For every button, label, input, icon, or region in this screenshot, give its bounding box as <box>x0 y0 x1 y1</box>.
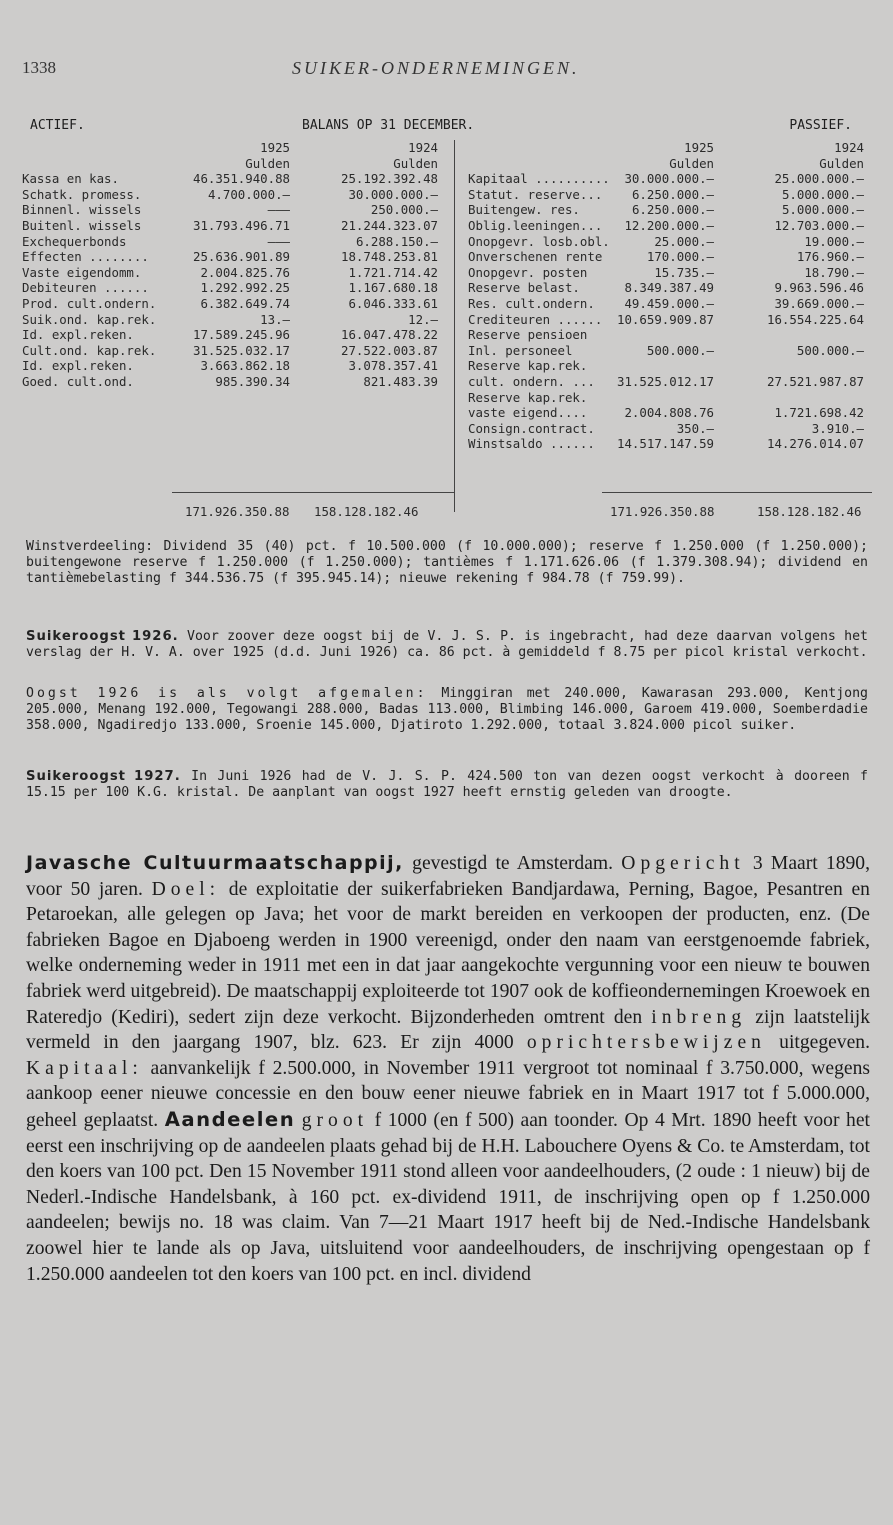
groot-label: groot <box>301 1109 369 1131</box>
page-number: 1338 <box>22 58 56 77</box>
oprichters-text: uitgegeven. <box>779 1032 871 1054</box>
asset-1925: 985.390.34 <box>215 373 290 389</box>
total-assets-1924: 158.128.182.46 <box>314 504 419 519</box>
liability-row <box>444 234 872 250</box>
liability-label: Res. cult.ondern. <box>468 295 595 311</box>
liability-1925: 350.— <box>676 420 714 436</box>
asset-label: Kassa en kas. <box>22 171 119 187</box>
asset-label: Debiteuren ...... <box>22 280 149 296</box>
liability-label: Kapitaal .......... <box>468 171 610 187</box>
liability-1924: 18.790.— <box>804 264 864 280</box>
kapitaal-text: aanvankelijk f 2.500.000, in November 1911 vergroot tot nominaal f 3.750.000, wegens aankoop eener nieuwe concessie en den bouw eener nieuwe fabriek en in Maart 1917 tot f 5.000.000, geheel geplaatst. <box>26 1057 870 1131</box>
oogst-1927-paragraph <box>26 769 868 801</box>
aandeelen-label: Aandeelen <box>164 1107 296 1131</box>
liability-1925: 8.349.387.49 <box>624 280 714 296</box>
asset-1925: 3.663.862.18 <box>200 358 290 374</box>
asset-1924: 18.748.253.81 <box>341 249 438 265</box>
liability-row <box>444 280 872 296</box>
oogst-1927-title: Suikeroogst 1927. <box>26 769 181 784</box>
asset-1925: 46.351.940.88 <box>193 171 290 187</box>
liability-row <box>444 140 872 156</box>
liability-row <box>444 156 872 172</box>
asset-row <box>22 249 452 265</box>
oogst-1926-text: Voor zoover deze oogst bij de V. J. S. P. is ingebracht, had deze daarvan volgens het verslag der H. V. A. over 1925 (d.d. Juni 1926) ca. 86 pct. à gemiddeld f 8.75 per picol kristal verkocht. <box>26 629 868 660</box>
asset-label: Schatk. promess. <box>22 186 142 202</box>
liability-row <box>444 421 872 437</box>
aandeelen-text: f 1000 (en f 500) aan toonder. Op 4 Mrt. 1890 heeft voor het eerst een inschrijving op de aandeelen plaats gehad bij de H.H. Labouchere Oyens & Co. te Amsterdam, tot den koers van 100 pct. Den 15 November 1911 stond alleen voor aandeelhouders, (2 oude : 1 nieuw) bij de Nederl.-Indische Handelsbank, à 160 pct. ex-dividend 1911, de inschrijving open op f 1.250.000 aandeelen; bewijs no. 18 was claim. Van 7—21 Maart 1917 heeft bij de Ned.-Indische Handelsbank zoowel hier te lande als op Java, uitsluitend voor aandeelhouders, de inschrijving opengestaan op f 1.250.000 aandeelen tot den koers van 100 pct. en incl. dividend <box>26 1109 870 1285</box>
asset-1924: 27.522.003.87 <box>341 342 438 358</box>
asset-1925: 1925 <box>260 140 290 155</box>
liability-1924: 16.554.225.64 <box>767 311 864 327</box>
asset-row <box>22 296 452 312</box>
liability-1925: 1925 <box>684 140 714 155</box>
asset-1924: 30.000.000.— <box>348 186 438 202</box>
asset-1924: 25.192.392.48 <box>341 171 438 187</box>
liability-row <box>444 343 872 359</box>
inbreng-text: zijn laatstelijk vermeld in den jaargang 1907, blz. 623. Er zijn 4000 <box>26 1006 870 1054</box>
asset-1925: ——— <box>267 202 290 218</box>
oogst-detail-paragraph <box>26 686 868 733</box>
liability-1924: 39.669.000.— <box>774 295 864 311</box>
liability-1925: Gulden <box>669 155 714 171</box>
liability-1924: 176.960.— <box>796 249 864 265</box>
liability-row <box>444 202 872 218</box>
asset-label: Prod. cult.ondern. <box>22 295 157 311</box>
liability-row <box>444 436 872 452</box>
liability-label: Buitengew. res. <box>468 202 580 218</box>
asset-row <box>22 358 452 374</box>
asset-1925: Gulden <box>245 155 290 171</box>
asset-row <box>22 218 452 234</box>
total-assets-1925: 171.926.350.88 <box>185 504 290 519</box>
liability-1925: 30.000.000.— <box>624 171 714 187</box>
running-title: SUIKER-ONDERNEMINGEN. <box>292 58 580 78</box>
liability-1924: 19.000.— <box>804 233 864 249</box>
liability-label: vaste eigend.... <box>468 405 588 421</box>
opgericht-text: 3 Maart 1890, voor 50 jaren. <box>26 853 871 900</box>
company-seat: gevestigd te Amsterdam. <box>412 853 614 874</box>
liability-label: Reserve kap.rek. <box>468 358 588 374</box>
asset-row <box>22 327 452 343</box>
liability-1925: 2.004.808.76 <box>624 405 714 421</box>
liability-1925: 49.459.000.— <box>624 295 714 311</box>
total-liabilities-1925: 171.926.350.88 <box>610 504 715 519</box>
liability-1925: 14.517.147.59 <box>617 436 714 452</box>
asset-label: Id. expl.reken. <box>22 327 134 343</box>
asset-row <box>22 265 452 281</box>
liability-1925: 6.250.000.— <box>631 186 714 202</box>
liability-label: Onverschenen rente <box>468 249 603 265</box>
asset-1925: 17.589.245.96 <box>193 327 290 343</box>
winstverdeeling-paragraph: Winstverdeeling: Dividend 35 (40) pct. f 10.500.000 (f 10.000.000); reserve f 1.250.000 (f 1.250.000); buitengewone reserve f 1.250.000 (f 1.250.000); tantièmes f 1.171.626.06 (f 1.379.308.94); dividend en tantièmebelasting f 344.536.75 (f 395.945.14); nieuwe rekening f 984.78 (f 759.99). <box>26 539 868 586</box>
asset-1925: 6.382.649.74 <box>200 295 290 311</box>
oogst-1926-title: Suikeroogst 1926. <box>26 629 179 644</box>
asset-1924: Gulden <box>393 155 438 171</box>
asset-1924: 12.— <box>408 311 438 327</box>
liabilities-total-rule <box>602 492 872 493</box>
liability-row <box>444 358 872 374</box>
liability-1924: 500.000.— <box>796 342 864 358</box>
doel-label: Doel: <box>151 878 221 900</box>
asset-row <box>22 171 452 187</box>
asset-row <box>22 374 452 390</box>
asset-label: Binnenl. wissels <box>22 202 142 218</box>
liability-1925: 31.525.012.17 <box>617 373 714 389</box>
asset-1924: 6.288.150.— <box>355 233 438 249</box>
liability-label: cult. ondern. ... <box>468 373 595 389</box>
liability-1925: 170.000.— <box>646 249 714 265</box>
liability-1925: 12.200.000.— <box>624 217 714 233</box>
assets-column <box>22 140 452 390</box>
asset-label: Suik.ond. kap.rek. <box>22 311 157 327</box>
asset-1925: 31.525.032.17 <box>193 342 290 358</box>
balance-heading <box>30 118 860 140</box>
liability-label: Winstsaldo ...... <box>468 436 595 452</box>
asset-row <box>22 280 452 296</box>
liability-label: Crediteuren ...... <box>468 311 603 327</box>
liability-row <box>444 296 872 312</box>
asset-1924: 16.047.478.22 <box>341 327 438 343</box>
liability-row <box>444 265 872 281</box>
asset-1925: 13.— <box>260 311 290 327</box>
liability-row <box>444 390 872 406</box>
oogst-detail-lead: Oogst 1926 is als volgt afgemalen: <box>26 686 428 701</box>
liability-1925: 6.250.000.— <box>631 202 714 218</box>
asset-1925: 25.636.901.89 <box>193 249 290 265</box>
company-entry <box>26 851 870 1287</box>
actief-label: ACTIEF. <box>30 118 85 133</box>
asset-1925: ——— <box>267 233 290 249</box>
total-liabilities-1924: 158.128.182.46 <box>757 504 862 519</box>
liability-label: Reserve belast. <box>468 280 580 296</box>
liability-1925: 25.000.— <box>654 233 714 249</box>
liability-1924: 14.276.014.07 <box>767 436 864 452</box>
asset-row <box>22 156 452 172</box>
opgericht-label: Opgericht <box>621 853 745 874</box>
liability-1924: 1.721.698.42 <box>774 405 864 421</box>
doel-text: de exploitatie der suikerfabrieken Bandjardawa, Perning, Bagoe, Pesantren en Petaroekan, alle gelegen op Java; het voor de markt bereiden en verkoopen der producten, enz. (De fabrieken Bagoe en Djaboeng werden in 1900 vereenigd, onder den naam van eerstgenoemde fabriek, welke onderneming weder in 1911 met een in dat jaar aangekochte vergunning voor een nieuw te bouwen fabriek werd uitgebreid). De maatschappij exploiteerde tot 1907 ook de koffieondernemingen Kroewoek en Rateredjo (Kediri), sedert zijn deze verkocht. Bijzonderheden omtrent den <box>26 878 870 1028</box>
liability-row <box>444 312 872 328</box>
kapitaal-label: Kapitaal: <box>26 1057 143 1079</box>
liability-label: Consign.contract. <box>468 420 595 436</box>
liability-row <box>444 171 872 187</box>
oogst-1926-paragraph <box>26 629 868 661</box>
company-name: Javasche Cultuurmaatschappij, <box>26 852 404 874</box>
liability-1925: 15.735.— <box>654 264 714 280</box>
liability-row <box>444 218 872 234</box>
page-header <box>22 54 872 84</box>
asset-1924: 1.167.680.18 <box>348 280 438 296</box>
asset-row <box>22 312 452 328</box>
liabilities-column <box>444 140 872 452</box>
asset-label: Exchequerbonds <box>22 233 127 249</box>
balans-title: BALANS OP 31 DECEMBER. <box>302 118 475 133</box>
liability-label: Oblig.leeningen... <box>468 217 603 233</box>
liability-1924: 27.521.987.87 <box>767 373 864 389</box>
asset-label: Goed. cult.ond. <box>22 373 134 389</box>
asset-1924: 821.483.39 <box>363 373 438 389</box>
liability-label: Onopgevr. posten <box>468 264 588 280</box>
liability-1924: 12.703.000.— <box>774 217 864 233</box>
liability-row <box>444 249 872 265</box>
asset-row <box>22 234 452 250</box>
liability-1924: 5.000.000.— <box>781 202 864 218</box>
asset-1924: 6.046.333.61 <box>348 295 438 311</box>
liability-row <box>444 405 872 421</box>
liability-1924: 1924 <box>834 140 864 155</box>
asset-1924: 1.721.714.42 <box>348 264 438 280</box>
asset-1925: 4.700.000.— <box>207 186 290 202</box>
passief-label: PASSIEF. <box>789 118 852 133</box>
asset-1924: 1924 <box>408 140 438 155</box>
liability-1924: 3.910.— <box>811 420 864 436</box>
asset-row <box>22 343 452 359</box>
liability-row <box>444 187 872 203</box>
liability-row <box>444 327 872 343</box>
liability-label: Statut. reserve... <box>468 186 603 202</box>
liability-1925: 10.659.909.87 <box>617 311 714 327</box>
oprichters-label: oprichtersbewijzen <box>526 1032 766 1054</box>
asset-label: Vaste eigendomm. <box>22 264 142 280</box>
liability-1924: Gulden <box>819 155 864 171</box>
asset-1924: 3.078.357.41 <box>348 358 438 374</box>
assets-total-rule <box>172 492 454 493</box>
liability-1924: 5.000.000.— <box>781 186 864 202</box>
liability-1925: 500.000.— <box>646 342 714 358</box>
asset-1925: 31.793.496.71 <box>193 217 290 233</box>
asset-label: Cult.ond. kap.rek. <box>22 342 157 358</box>
asset-1925: 1.292.992.25 <box>200 280 290 296</box>
oogst-1927-text: In Juni 1926 had de V. J. S. P. 424.500 ton van dezen oogst verkocht à dooreen f 15.15 per 100 K.G. kristal. De aanplant van oogst 1927 heeft ernstig geleden van droogte. <box>26 769 868 800</box>
asset-row <box>22 187 452 203</box>
liability-label: Inl. personeel <box>468 342 573 358</box>
liability-1924: 25.000.000.— <box>774 171 864 187</box>
asset-1924: 21.244.323.07 <box>341 217 438 233</box>
asset-row <box>22 202 452 218</box>
liability-label: Reserve pensioen <box>468 327 588 343</box>
asset-label: Effecten ........ <box>22 249 149 265</box>
liability-row <box>444 374 872 390</box>
liability-label: Reserve kap.rek. <box>468 389 588 405</box>
asset-1924: 250.000.— <box>370 202 438 218</box>
asset-label: Id. expl.reken. <box>22 358 134 374</box>
oogst-detail-text: Minggiran met 240.000, Kawarasan 293.000, Kentjong 205.000, Menang 192.000, Tegowangi 288.000, Badas 113.000, Blimbing 146.000, Garoem 419.000, Soemberdadie 358.000, Ngadiredjo 133.000, Sroenie 145.000, Djatiroto 1.292.000, totaal 3.824.000 picol suiker. <box>26 686 868 733</box>
asset-1925: 2.004.825.76 <box>200 264 290 280</box>
inbreng-label: inbreng <box>651 1006 747 1028</box>
liability-1924: 9.963.596.46 <box>774 280 864 296</box>
asset-label: Buitenl. wissels <box>22 217 142 233</box>
liability-label: Onopgevr. losb.obl. <box>468 233 610 249</box>
asset-row <box>22 140 452 156</box>
